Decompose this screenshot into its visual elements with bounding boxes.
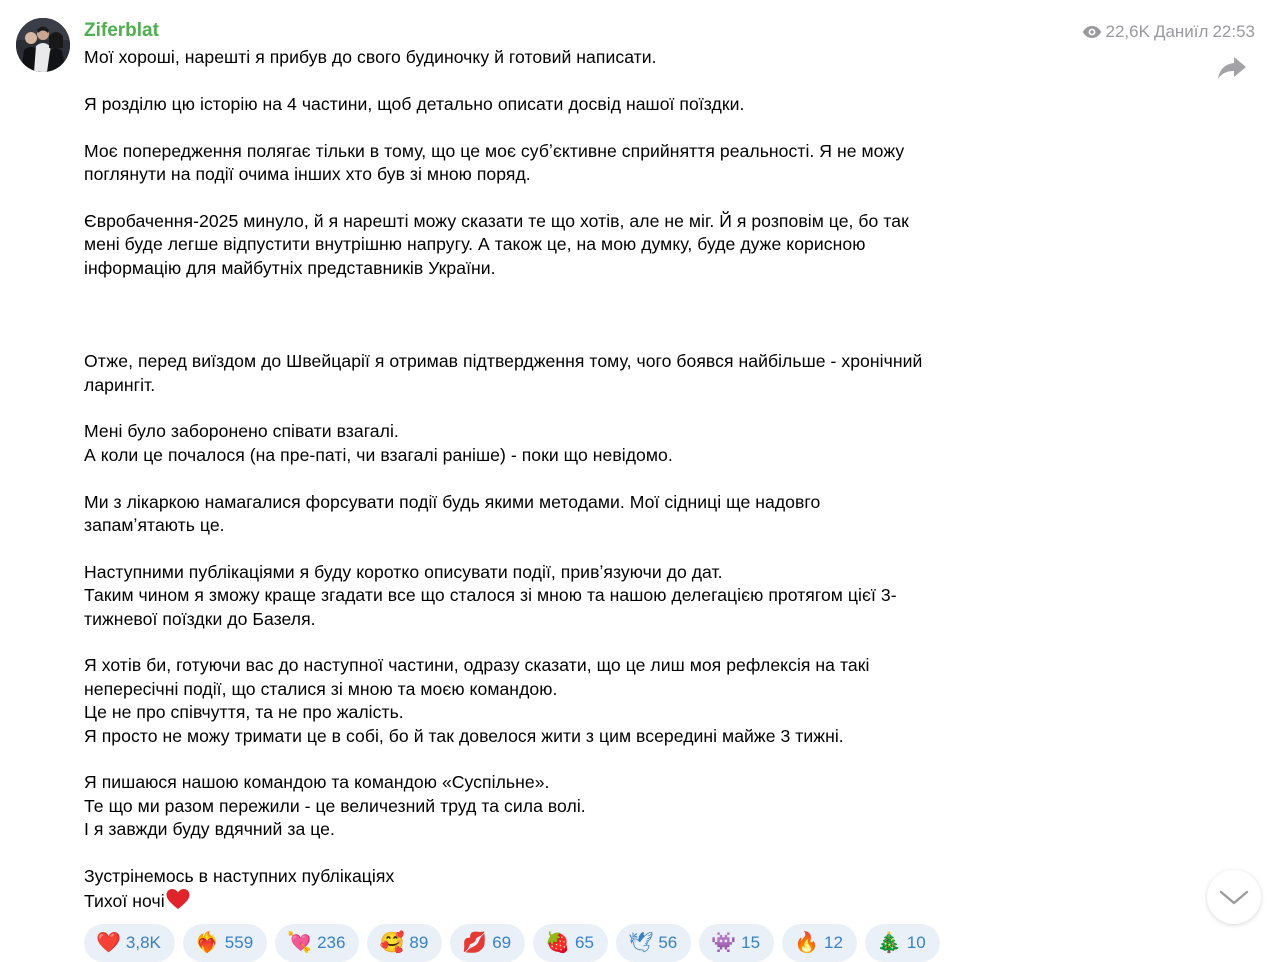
post-text (84, 46, 1054, 914)
text-line: мені буде легше відпустити внутрішню напругу. А також це, на мою думку, буде дуже корисною (84, 234, 866, 255)
reaction-count: 236 (317, 933, 346, 952)
text-line: Мені було заборонено співати взагалі. (84, 421, 399, 442)
post-signature: Даниїл (1153, 22, 1209, 41)
channel-avatar[interactable] (16, 18, 70, 72)
reaction-count: 65 (575, 933, 594, 952)
post-paragraph (84, 561, 1054, 631)
avatar-photo (16, 18, 70, 72)
post-meta (1082, 22, 1255, 42)
text-line: Моє попередження полягає тільки в тому, що це моє субʼєктивне сприйняття реальності. Я не можу (84, 140, 905, 161)
post-paragraph (84, 771, 1054, 841)
reaction-emoji: 🎄 (876, 932, 902, 954)
chevron-down-icon (1207, 870, 1261, 924)
reaction-count: 10 (906, 933, 926, 952)
channel-name[interactable]: Ziferblat (84, 20, 159, 41)
reaction-emoji: 💘 (287, 932, 313, 954)
reaction-count: 69 (492, 933, 512, 952)
reaction-button[interactable] (616, 924, 691, 962)
post-paragraph (84, 93, 1054, 116)
reaction-button[interactable] (183, 924, 267, 962)
reaction-emoji: 💋 (462, 932, 488, 954)
reaction-button[interactable] (84, 924, 175, 962)
text-line: Я просто не можу тримати це в собі, бо й так довелося жити з цим всередині майже 3 тижні. (84, 725, 844, 746)
eye-icon (1082, 25, 1102, 39)
reaction-count: 89 (409, 933, 429, 952)
post-paragraph (84, 140, 1054, 187)
reaction-button[interactable] (275, 924, 359, 962)
text-line: Я розділю цю історію на 4 частини, щоб детально описати досвід нашої поїздки. (84, 93, 745, 114)
text-line: запамʼятають це. (84, 515, 225, 536)
reaction-button[interactable] (367, 924, 442, 962)
text-line: Ми з лікаркою намагалися форсувати події будь якими методами. Мої сідниці ще надовго (84, 491, 821, 512)
text-line: Це не про співчуття, та не про жалість. (84, 702, 404, 723)
text-line: ларингіт. (84, 374, 156, 395)
post-paragraph (84, 420, 1054, 467)
reaction-emoji: 👾 (711, 932, 737, 954)
view-count: 22,6K (1105, 22, 1150, 41)
text-line: Те що ми разом пережили - це величезний труд та сила волі. (84, 795, 586, 816)
reaction-button[interactable] (699, 924, 774, 962)
reaction-count: 12 (823, 933, 843, 952)
text-line: Мої хороші, нарешті я прибув до свого будиночку й готовий написати. (84, 47, 657, 67)
text-line: І я завжди буду вдячний за це. (84, 819, 335, 840)
reaction-emoji: 🥰 (379, 932, 405, 954)
reaction-count: 3,8K (125, 933, 161, 952)
text-line: поглянути на події очима інших хто був зі мною поряд. (84, 164, 531, 184)
text-line: Тихої ночі (84, 888, 1054, 913)
text-line: тижневої поїздки до Базеля. (84, 608, 316, 629)
text-line: Євробачення-2025 минуло, й я нарешті можу сказати те що хотів, але не міг. Й я розповім це, бо так (84, 210, 909, 231)
text-line: Отже, перед виїздом до Швейцарії я отримав підтвердження тому, чого боявся найбільше - хронічний (84, 351, 923, 372)
post-paragraph (84, 210, 1054, 280)
reaction-count: 56 (658, 933, 678, 952)
reaction-emoji: 🔥 (794, 932, 819, 954)
post-paragraph (84, 46, 1054, 69)
text-line: А коли це почалося (на пре-паті, чи взагалі раніше) - поки що невідомо. (84, 444, 673, 465)
reaction-button[interactable] (782, 924, 857, 962)
post-time: 22:53 (1212, 22, 1255, 41)
post-paragraph (84, 654, 1054, 748)
reaction-emoji: ❤️‍🔥 (194, 932, 220, 954)
red-heart-icon (165, 888, 191, 910)
text-line: Зустрінемось в наступних публікаціях (84, 866, 395, 887)
share-arrow-icon[interactable] (1217, 55, 1247, 81)
reaction-emoji: 🕊 (627, 932, 654, 954)
text-line: Наступними публікаціями я буду коротко описувати події, привʼязуючи до дат. (84, 561, 723, 582)
text-line: Я хотів би, готуючи вас до наступної частини, одразу сказати, що це лиш моя рефлексія на такі (84, 655, 870, 676)
text-line: інформацію для майбутніх представників України. (84, 257, 496, 278)
scroll-down-button[interactable] (1207, 870, 1261, 924)
reaction-emoji: 🍓 (545, 932, 571, 954)
reaction-button[interactable] (865, 924, 940, 962)
text-line: Таким чином я зможу краще згадати все що сталося зі мною та нашою делегацією протягом цієї 3- (84, 585, 897, 606)
reaction-button[interactable] (450, 924, 525, 962)
reaction-count: 15 (741, 933, 761, 952)
text-line: непересічні події, що сталися зі мною та моєю командою. (84, 678, 558, 699)
reaction-button[interactable] (533, 924, 608, 962)
post-paragraph (84, 350, 1054, 397)
reaction-emoji: ❤️ (96, 932, 121, 954)
text-line: Я пишаюся нашою командою та командою «Суспільне». (84, 772, 550, 793)
post-paragraph (84, 865, 1054, 914)
reactions-bar (84, 924, 940, 962)
post-paragraph (84, 491, 1054, 538)
reaction-count: 559 (224, 933, 254, 952)
blank-gap (84, 303, 1054, 350)
